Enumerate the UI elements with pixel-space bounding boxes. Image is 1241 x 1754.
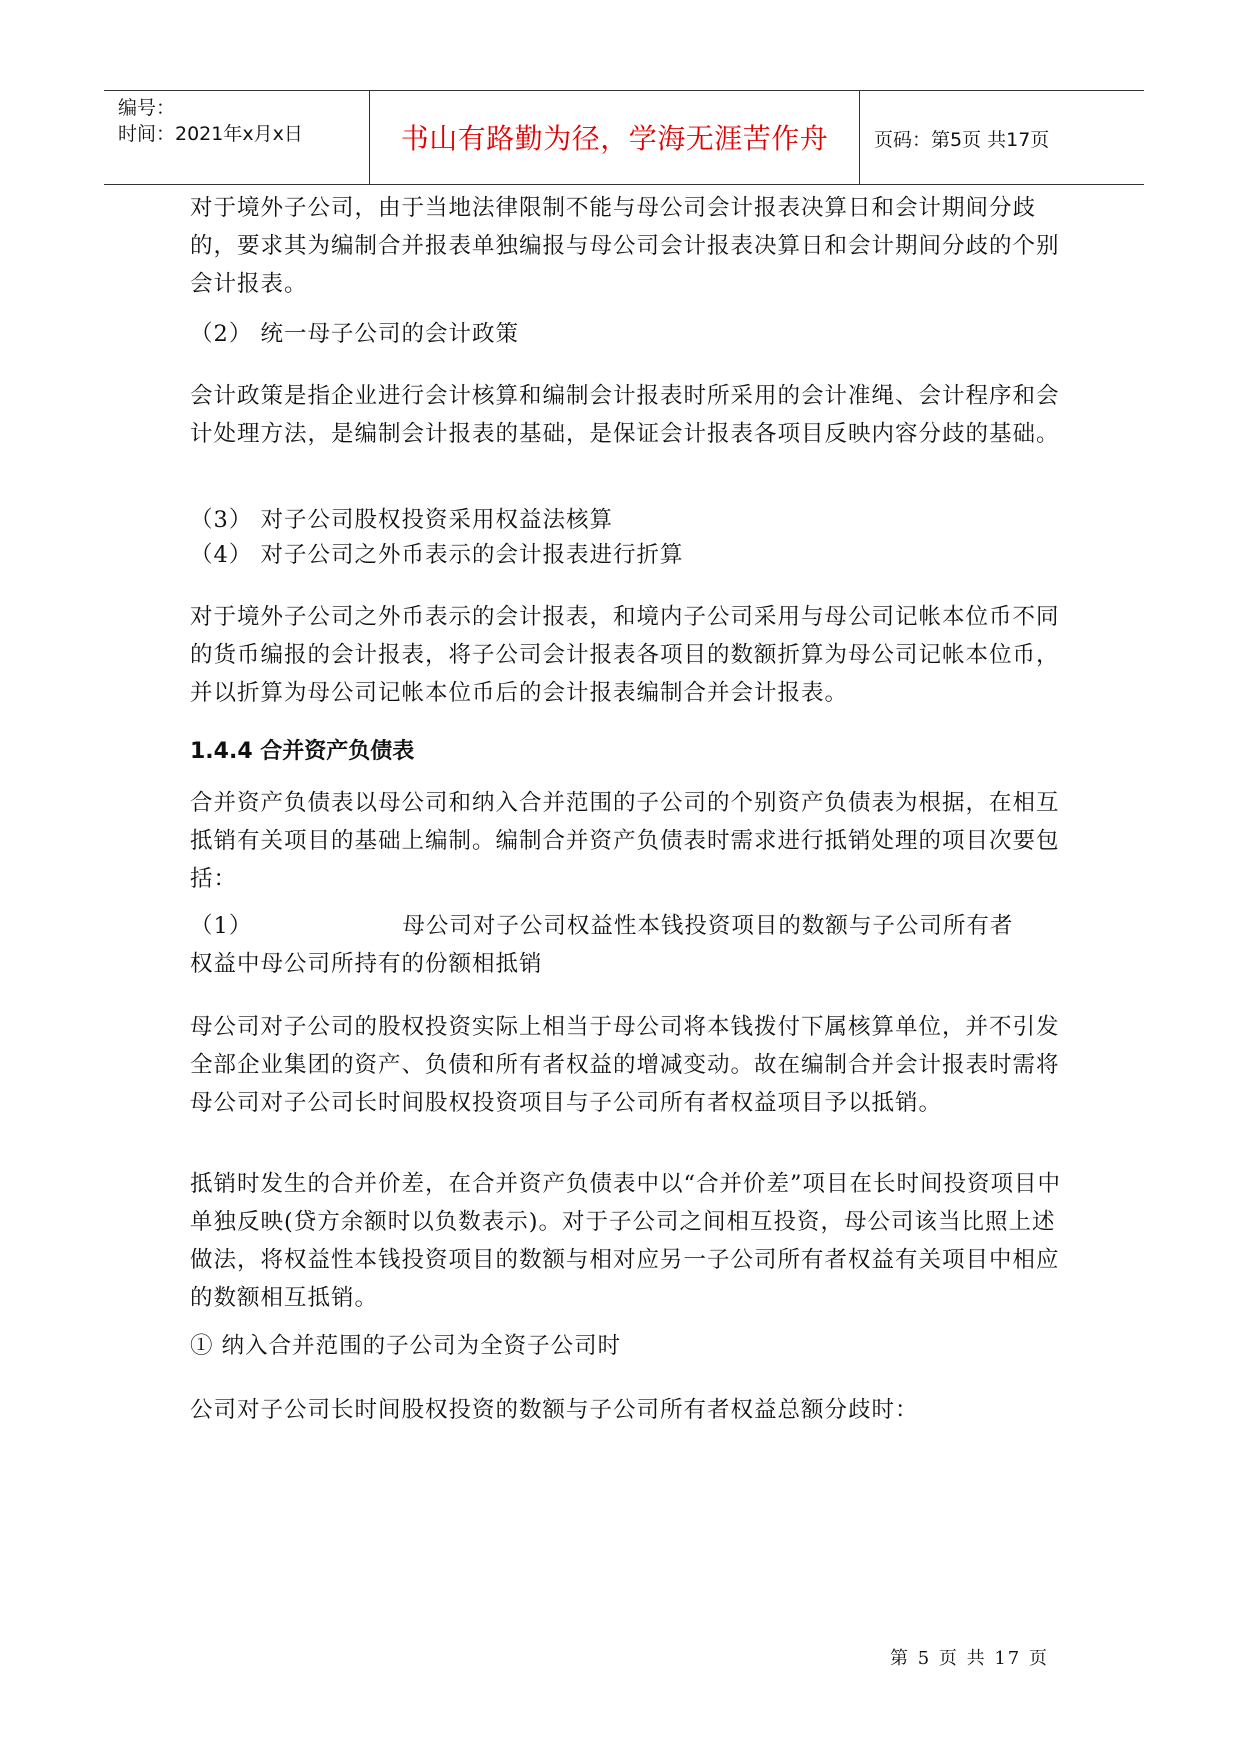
section-heading: 1.4.4 合并资产负债表 [190, 739, 415, 764]
paragraph-merger-difference: 抵销时发生的合并价差，在合并资产负债表中以“合并价差”项目在长时间投资项目中单独反映(贷方余额时以负数表示)。对于子公司之间相互投资，母公司该当比照上述做法，将权益性本钱投资项目的数额与相对应另一子公司所有者权益有关项目中相应的数额相互抵销。 [190, 1171, 1062, 1311]
header-page-info: 页码：第5页 共17页 [874, 129, 1050, 151]
paragraph-consolidated-balance-sheet: 合并资产负债表以母公司和纳入合并范围的子公司的个别资产负债表为根据，在相互抵销有关项目的基础上编制。编制合并资产负债表时需求进行抵销处理的项目次要包括： [190, 790, 1060, 892]
header-meta-cell [104, 91, 370, 184]
footer-page-number: 第 5 页 共 17 页 [890, 1648, 1049, 1669]
list-item-1-number: （1） [190, 913, 253, 939]
paragraph-foreign-currency: 对于境外子公司之外币表示的会计报表，和境内子公司采用与母公司记帐本位币不同的货币编报的会计报表，将子公司会计报表各项目的数额折算为母公司记帐本位币，并以折算为母公司记帐本位币后的会计报表编制合并会计报表。 [190, 604, 1060, 706]
list-item-3: （3） 对子公司股权投资采用权益法核算 [190, 507, 613, 533]
header-table [104, 90, 1144, 185]
header-page-cell [860, 91, 1144, 184]
header-motto: 书山有路勤为径，学海无涯苦作舟 [400, 122, 829, 155]
header-motto-cell [370, 91, 860, 184]
document-time-label: 时间：2021年x月x日 [118, 123, 303, 145]
list-item-2: （2） 统一母子公司的会计政策 [190, 321, 519, 347]
paragraph-equity-investment: 母公司对子公司的股权投资实际上相当于母公司将本钱拨付下属核算单位，并不引发全部企业集团的资产、负债和所有者权益的增减变动。故在编制合并会计报表时需将母公司对子公司长时间股权投资项目与子公司所有者权益项目予以抵销。 [190, 1014, 1060, 1116]
paragraph-overseas-subsidiaries: 对于境外子公司，由于当地法律限制不能与母公司会计报表决算日和会计期间分歧的，要求其为编制合并报表单独编报与母公司会计报表决算日和会计期间分歧的个别会计报表。 [190, 195, 1060, 297]
list-item-4: （4） 对子公司之外币表示的会计报表进行折算 [190, 542, 684, 568]
list-item-1-text: 母公司对子公司权益性本钱投资项目的数额与子公司所有者 [402, 913, 1014, 939]
list-item-1 [190, 907, 1070, 983]
paragraph-accounting-policy: 会计政策是指企业进行会计核算和编制会计报表时所采用的会计准绳、会计程序和会计处理方法，是编制会计报表的基础，是保证会计报表各项目反映内容分歧的基础。 [190, 383, 1060, 447]
paragraph-long-term-investment: 公司对子公司长时间股权投资的数额与子公司所有者权益总额分歧时： [190, 1397, 919, 1423]
document-number-label: 编号： [118, 97, 176, 119]
list-item-1-continuation: 权益中母公司所持有的份额相抵销 [190, 951, 543, 977]
circled-list-item-1: ① 纳入合并范围的子公司为全资子公司时 [190, 1333, 622, 1359]
